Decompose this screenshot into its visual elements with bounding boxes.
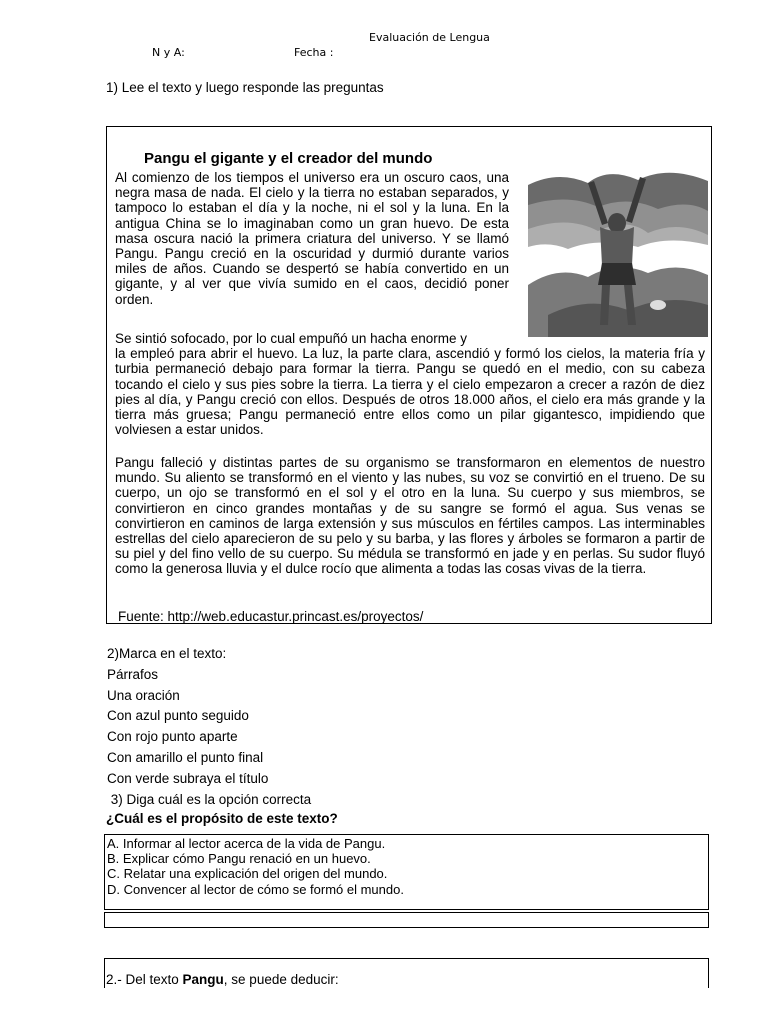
document-title: Evaluación de Lengua [369,31,490,44]
list-item: Con rojo punto aparte [107,729,238,745]
option-a[interactable]: A. Informar al lector acerca de la vida de Pangu. [107,836,386,851]
reading-title: Pangu el gigante y el creador del mundo [144,150,433,167]
question-4-prompt [106,972,339,987]
list-item: Con verde subraya el título [107,770,269,786]
list-item: Con azul punto seguido [107,708,249,724]
paragraph-2-rest: la empleó para abrir el huevo. La luz, la parte clara, ascendió y formó los cielos, la materia fría y turbia permaneció debajo para formar la tierra. Pangu se quedó en el medio, con su cabeza tocando el cielo y sus pies sobre la tierra. La tierra y el cielo empezaron a crecer a razón de diez pies al día, y Pangu creció con ellos. Después de otros 18.000 años, el cielo era más grande y la tierra más gruesa; Pangu permaneció entre ellos como un pilar gigantesco, impidiendo que volviesen a estar unidos. [115,346,705,438]
question-1: 1) Lee el texto y luego responde las preguntas [106,80,384,95]
option-c[interactable]: C. Relatar una explicación del origen del mundo. [107,866,388,882]
paragraph-2-first-line: Se sintió sofocado, por lo cual empuñó un hacha enorme y [115,331,467,346]
list-item: 2)Marca en el texto: [107,646,227,661]
source-line: Fuente: http://web.educastur.princast.es/proyectos/ [118,609,424,624]
question-4-suffix: , se puede deducir: [223,972,339,987]
paragraph-3: Pangu falleció y distintas partes de su organismo se transformaron en elementos de nuestro mundo. Su aliento se transformó en el viento y las nubes, su voz se convirtió en el trueno. De su cuerpo, un ojo se transformó en el sol y el otro en la luna. Su cuerpo y sus miembros, se convirtieron en cinco grandes montañas y de su sangre se formó el agua. Sus venas se convirtieron en caminos de larga extensión y sus músculos en fértiles campos. Las interminables estrellas del cielo aparecieron de su pelo y su barba, y las flores y árboles se formaron a partir de su piel y del fino vello de su cuerpo. Su médula se transformó en jade y en perlas. Su sudor fluyó como la generosa lluvia y el dulce rocío que alimenta a todas las cosas vivas de la tierra. [115,455,705,577]
option-d[interactable]: D. Convencer al lector de cómo se formó el mundo. [107,881,404,897]
option-b[interactable]: B. Explicar cómo Pangu renació en un huevo. [107,851,371,867]
list-item: Párrafos [107,666,159,682]
paragraph-1: Al comienzo de los tiempos el universo era un oscuro caos, una negra masa de nada. El cielo y la tierra no estaban separados, y tampoco lo estaban el día y la noche, ni el sol y la luna. En la antigua China se lo imaginaban como un gran huevo. De esta masa oscura nació la primera criatura del universo. Y se llamó Pangu. Pangu creció en la oscuridad y durmió durante varios miles de años. Cuando se despertó se había convertido en un gigante, y al ver que vivía sumido en el caos, decidió poner orden. [115,170,509,307]
list-item: Una oración [107,687,180,703]
question-4-bold: Pangu [182,972,224,987]
list-item: Con amarillo el punto final [107,749,264,765]
question-4-prefix: 2.- Del texto [106,972,183,987]
pangu-illustration [528,165,708,337]
date-label: Fecha : [294,46,334,59]
answer-box[interactable] [104,912,709,928]
question-2-list [107,644,311,810]
question-3-prompt: ¿Cuál es el propósito de este texto? [106,811,338,826]
list-item: 3) Diga cuál es la opción correcta [107,791,312,807]
options-box [104,834,709,910]
paragraph-2 [115,331,705,437]
name-label: N y A: [152,46,185,59]
